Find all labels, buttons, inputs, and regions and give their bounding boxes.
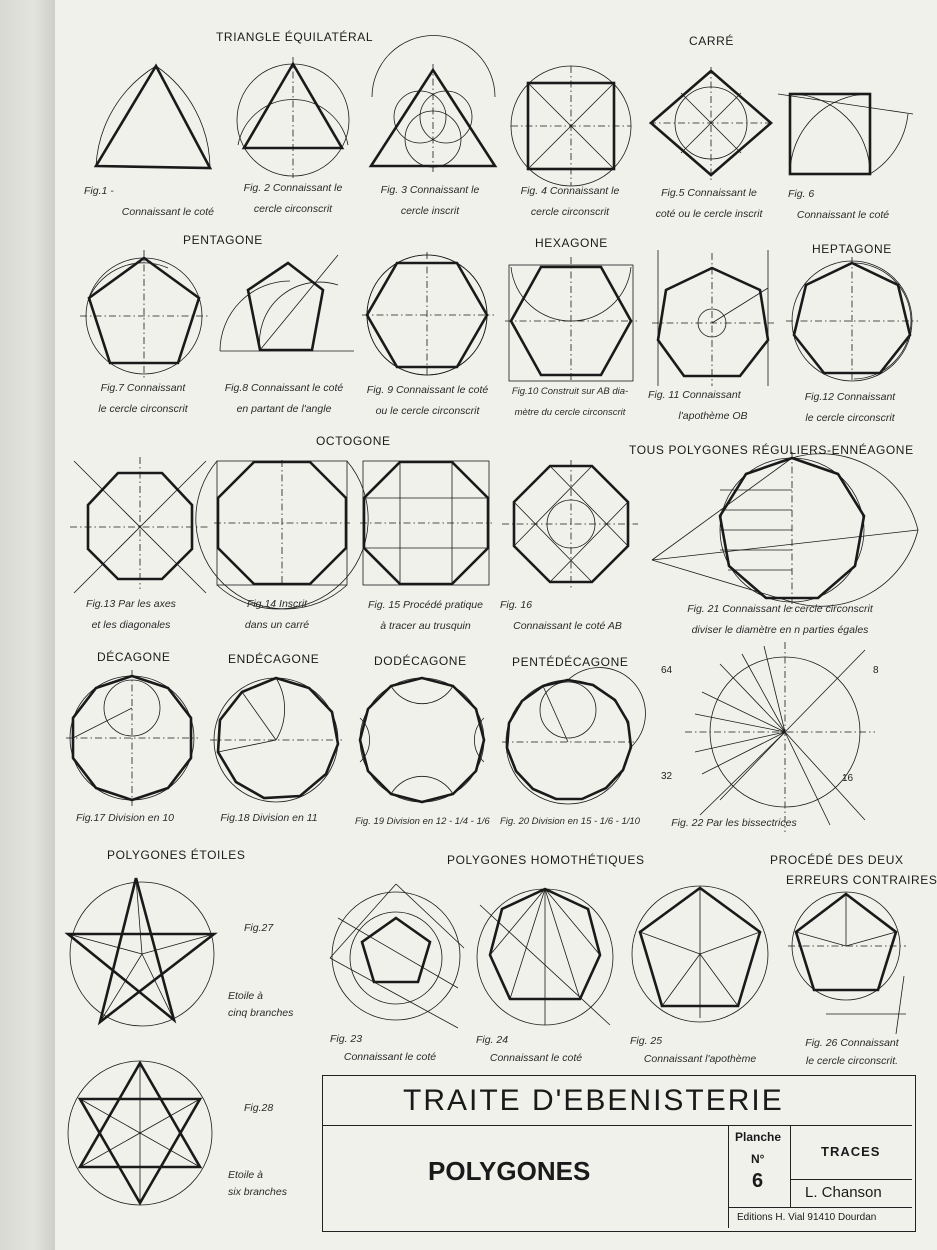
- subject-title: POLYGONES: [428, 1156, 591, 1186]
- heading-dodecagone: DODÉCAGONE: [374, 654, 467, 668]
- caption-fig26: Fig. 26 Connaissant le cercle circonscrit.: [805, 1037, 899, 1067]
- caption-fig1: Fig.1 - Connaissant le coté: [84, 185, 214, 218]
- title-block: [322, 1075, 916, 1232]
- heading-heptagone: HEPTAGONE: [812, 242, 892, 256]
- fig21-enneagon: [650, 450, 930, 615]
- caption-fig27: Fig.27: [244, 922, 274, 934]
- author-name: L. Chanson: [805, 1184, 882, 1201]
- fig7-pentagon: [78, 248, 218, 378]
- title-block-subject-cell: [323, 1126, 729, 1228]
- fig22-number-64: 64: [661, 665, 673, 676]
- fig13-octagon-axes: [68, 455, 213, 590]
- category-label: TRACES: [821, 1144, 881, 1159]
- caption-fig16: Fig. 16 Connaissant le coté AB: [500, 599, 622, 632]
- heading-erreurs-line1: PROCÉDÉ DES DEUX: [770, 853, 904, 867]
- fig11-heptagon-apothem: [650, 248, 775, 388]
- heading-enneagone: TOUS POLYGONES RÉGULIERS-ENNÉAGONE: [629, 443, 914, 457]
- caption-fig20: Fig. 20 Division en 15 - 1/6 - 1/10: [500, 816, 640, 827]
- caption-fig11: Fig. 11 Connaissant l'apothème OB: [648, 389, 748, 422]
- fig22-bisectors: [680, 640, 880, 840]
- heading-carre: CARRÉ: [689, 34, 735, 48]
- fig2-triangle-circumscribed: [230, 55, 360, 180]
- fig4-square-circumscribed: [507, 64, 637, 186]
- heading-decagone: DÉCAGONE: [97, 650, 171, 664]
- planche-label: Planche: [735, 1130, 782, 1144]
- caption-fig22: Fig. 22 Par les bissectrices: [671, 817, 797, 829]
- heading-pentedecagone: PENTÉDÉCAGONE: [512, 655, 629, 669]
- heading-octogone: OCTOGONE: [316, 434, 391, 448]
- heading-pentagone: PENTAGONE: [183, 233, 263, 247]
- fig22-number-32: 32: [661, 771, 673, 782]
- caption-fig4: Fig. 4 Connaissant le cercle circonscrit: [520, 185, 620, 218]
- caption-fig9: Fig. 9 Connaissant le coté ou le cercle circonscrit: [366, 384, 489, 417]
- fig10-hexagon-on-diameter: [503, 255, 638, 385]
- fig15-octagon-trusquin: [358, 458, 493, 588]
- title-block-category-cell: [791, 1126, 912, 1180]
- fig28-six-point-star: [64, 1055, 219, 1210]
- caption-fig6: Fig. 6 Connaissant le coté: [788, 188, 890, 221]
- fig19-dodecagon: [352, 670, 492, 810]
- title-block-publisher-cell: [729, 1208, 912, 1228]
- heading-triangle: TRIANGLE ÉQUILATÉRAL: [216, 30, 374, 44]
- fig3-triangle-inscribed: [367, 62, 502, 177]
- fig6-square-given-side: [778, 84, 918, 184]
- fig16-octagon-given-side: [500, 458, 640, 593]
- fig1-triangle-given-side: [88, 58, 218, 183]
- fig9-hexagon: [362, 250, 497, 380]
- caption-fig18: Fig.18 Division en 11: [220, 812, 318, 824]
- caption-fig28: Fig.28: [244, 1102, 274, 1114]
- fig8-pentagon-from-angle: [218, 245, 358, 365]
- caption-fig2: Fig. 2 Connaissant le cercle circonscrit: [243, 182, 343, 215]
- caption-fig7: Fig.7 Connaissant le cercle circonscrit: [98, 382, 188, 415]
- fig18-hendecagon: [206, 668, 346, 808]
- fig5-square-given-side: [647, 65, 777, 187]
- caption-fig5: Fig.5 Connaissant le coté ou le cercle inscrit: [655, 187, 763, 220]
- fig23-homothetic-pentagon: [318, 878, 468, 1028]
- fig24-homothetic-heptagon: [470, 875, 620, 1035]
- book-title: TRAITE D'EBENISTERIE: [403, 1084, 784, 1117]
- caption-fig10: Fig.10 Construit sur AB dia- mètre du cercle circonscrit: [511, 386, 629, 418]
- fig27-five-point-star: [66, 872, 221, 1032]
- book-binding: [0, 0, 55, 1250]
- caption-fig28-star: Etoile à six branches: [228, 1169, 287, 1198]
- fig26-two-contrary-errors: [786, 886, 916, 1036]
- planche-number: 6: [752, 1170, 764, 1192]
- caption-fig19: Fig. 19 Division en 12 - 1/4 - 1/6: [355, 816, 490, 827]
- heading-etoiles: POLYGONES ÉTOILES: [107, 848, 246, 862]
- fig17-decagon: [62, 668, 202, 808]
- heading-homothetiques: POLYGONES HOMOTHÉTIQUES: [447, 853, 645, 867]
- fig20-pentadecagon: [498, 670, 638, 810]
- heading-endecagone: ENDÉCAGONE: [228, 652, 320, 666]
- caption-fig27-star: Etoile à cinq branches: [228, 990, 294, 1019]
- title-block-planche-cell: [729, 1126, 791, 1208]
- caption-fig3: Fig. 3 Connaissant le cercle inscrit: [380, 184, 480, 217]
- heading-hexagone: HEXAGONE: [535, 236, 608, 250]
- fig14-octagon-in-square: [212, 458, 352, 588]
- caption-fig23: Fig. 23 Connaissant le coté: [330, 1033, 437, 1063]
- caption-fig24: Fig. 24 Connaissant le coté: [476, 1034, 583, 1064]
- caption-fig21: Fig. 21 Connaissant le cercle circonscrit diviser le diamètre en n parties égales: [687, 603, 873, 636]
- caption-fig15: Fig. 15 Procédé pratique à tracer au trusquin: [368, 599, 483, 632]
- title-block-title-cell: [323, 1076, 912, 1126]
- fig12-heptagon-circumscribed: [784, 255, 924, 385]
- caption-fig13: Fig.13 Par les axes et les diagonales: [86, 598, 176, 631]
- number-label: N°: [751, 1152, 765, 1166]
- caption-fig12: Fig.12 Connaissant le cercle circonscrit: [804, 391, 896, 424]
- caption-fig25: Fig. 25 Connaissant l'apothème: [630, 1035, 757, 1065]
- fig25-pentagon-apothem: [628, 878, 773, 1028]
- caption-fig14: Fig.14 Inscrit dans un carré: [244, 598, 310, 631]
- caption-fig8: Fig.8 Connaissant le coté en partant de l'angle: [224, 382, 344, 415]
- heading-erreurs-line2: ERREURS CONTRAIRES: [786, 873, 937, 887]
- fig22-number-16: 16: [842, 773, 854, 784]
- title-block-author-cell: [791, 1180, 912, 1208]
- caption-fig17: Fig.17 Division en 10: [75, 812, 175, 824]
- fig22-number-8: 8: [873, 665, 879, 676]
- publisher: Editions H. Vial 91410 Dourdan: [737, 1212, 877, 1223]
